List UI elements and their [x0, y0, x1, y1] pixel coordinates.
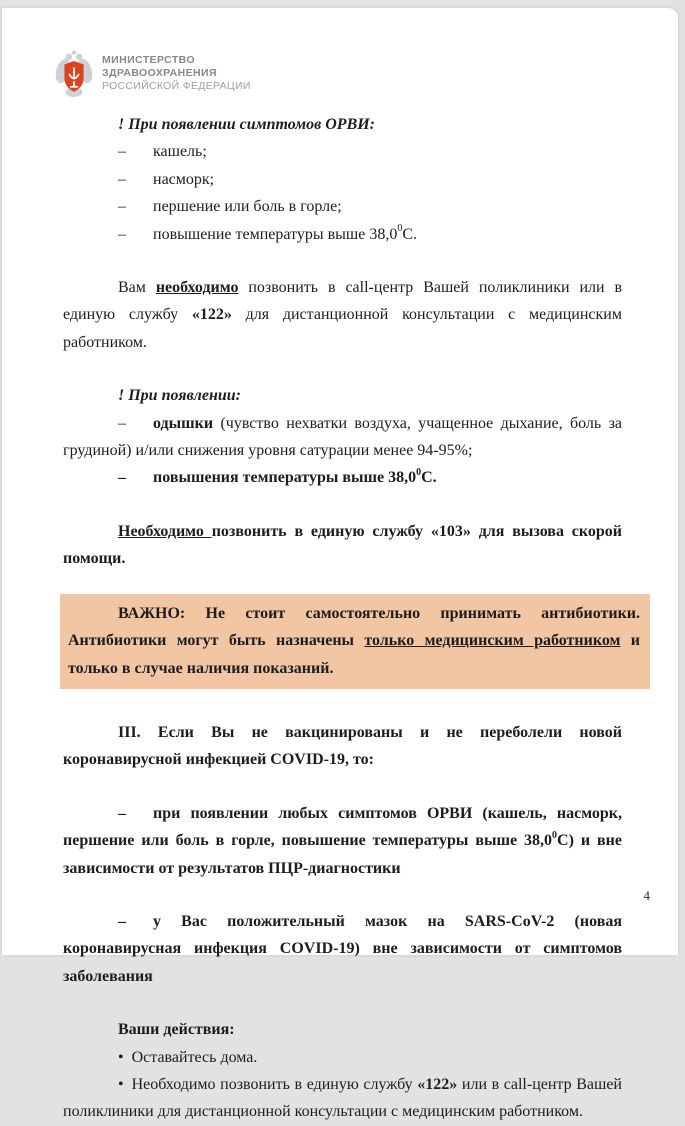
- bullet-marker: •: [118, 1075, 124, 1093]
- text-run: или в call-центр Вашей поликлиники для дистанционной консультации с медицинским работником.: [63, 1075, 622, 1121]
- condition-positive-test: [63, 908, 622, 990]
- dash-marker: –: [118, 225, 126, 243]
- orvi-symptoms-heading: ! При появлении симптомов ОРВИ:: [118, 116, 376, 133]
- text-run-bold-underline: только медицинским работником: [364, 632, 621, 650]
- text-run-bold: ВАЖНО: Не стоит самостоятельно принимать антибиотики. Антибиотики могут быть назначены: [68, 604, 640, 650]
- superscript-degree: 0: [397, 223, 403, 235]
- service-number-122: «122»: [191, 306, 232, 324]
- symptom-item-sore-throat: [63, 193, 622, 220]
- logo-line-3: РОССИЙСКОЙ ФЕДЕРАЦИИ: [102, 79, 251, 92]
- service-number-122: «122»: [417, 1075, 458, 1093]
- important-notice-box: [60, 594, 650, 689]
- text-run-bold: и только в случае наличия показаний.: [68, 632, 641, 677]
- text-run: Необходимо позвонить в единую службу: [131, 1075, 418, 1093]
- document-page: [2, 8, 678, 1121]
- condition-any-orvi: [63, 800, 622, 882]
- text-run-bold: при появлении любых симптомов ОРВИ (кашель, насморк, першение или боль в горле, повышение температуры выше 38,0: [63, 804, 622, 850]
- onset-heading: ! При появлении:: [118, 387, 241, 405]
- text-run: для дистанционной консультации с медицинским работником.: [63, 306, 622, 351]
- text-run-bold-underline: Необходимо: [118, 522, 212, 540]
- text-run: Оставайтесь дома.: [131, 1048, 258, 1066]
- bullet-marker: •: [118, 1048, 124, 1066]
- text-run-bold: С.: [421, 469, 437, 487]
- actions-heading: Ваши действия:: [118, 1021, 235, 1039]
- symptom-text: кашель;: [153, 143, 207, 161]
- logo-line-2: ЗДРАВООХРАНЕНИЯ: [102, 66, 217, 79]
- ministry-logo-text: [102, 54, 251, 93]
- symptom-item-temperature: [63, 221, 622, 248]
- dyspnea-item: [63, 410, 622, 465]
- dash-marker: –: [118, 198, 126, 216]
- superscript-degree: 0: [552, 829, 558, 841]
- text-run-bold: повышения температуры выше 38,0: [153, 469, 417, 487]
- text-run: позвонить в call-центр Вашей поликлиники или в единую службу: [63, 279, 623, 324]
- symptom-text: першение или боль в горле;: [153, 198, 342, 216]
- symptom-text: повышение температуры выше 38,0: [153, 225, 398, 243]
- action-item-call-122: [63, 1071, 622, 1126]
- symptom-item-cough: [63, 138, 622, 165]
- important-notice-text: [68, 600, 640, 682]
- text-run-bold: С) и вне зависимости от результатов ПЦР-диагностики: [63, 832, 622, 877]
- dash-marker: –: [118, 469, 126, 487]
- dash-marker: –: [118, 912, 126, 930]
- symptom-text-unit: С.: [402, 225, 418, 243]
- symptom-text: насморк;: [153, 170, 215, 188]
- dash-marker: –: [118, 414, 126, 432]
- text-run-bold-underline: необходимо: [155, 279, 239, 297]
- call-122-paragraph: [63, 274, 622, 356]
- text-run-bold: одышки: [153, 414, 214, 432]
- dash-marker: –: [118, 804, 126, 822]
- section-3-heading: III. Если Вы не вакцинированы и не переболели новой коронавирусной инфекцией COVID-19, то:: [63, 723, 622, 769]
- call-103-paragraph: [63, 518, 622, 573]
- action-item-stay-home: [63, 1044, 622, 1071]
- ministry-emblem-icon: [55, 48, 93, 98]
- dash-marker: –: [118, 143, 126, 161]
- text-run: Вам: [118, 279, 156, 297]
- temperature-item-2: [63, 464, 622, 491]
- text-run-bold: позвонить в единую службу «103» для вызова скорой помощи.: [63, 522, 622, 568]
- superscript-degree: 0: [416, 467, 422, 479]
- symptom-item-runny-nose: [63, 166, 622, 193]
- ministry-logo: [55, 48, 622, 98]
- text-run-bold: у Вас положительный мазок на SARS-CoV-2 (новая коронавирусная инфекция COVID-19) вне зависимости от симптомов заболевания: [63, 912, 622, 985]
- text-run: (чувство нехватки воздуха, учащенное дыхание, боль за грудиной) и/или снижения уровня сатурации менее 94-95%;: [63, 414, 622, 460]
- logo-line-1: МИНИСТЕРСТВО: [102, 53, 195, 66]
- page-number: 4: [643, 888, 650, 903]
- dash-marker: –: [118, 170, 126, 188]
